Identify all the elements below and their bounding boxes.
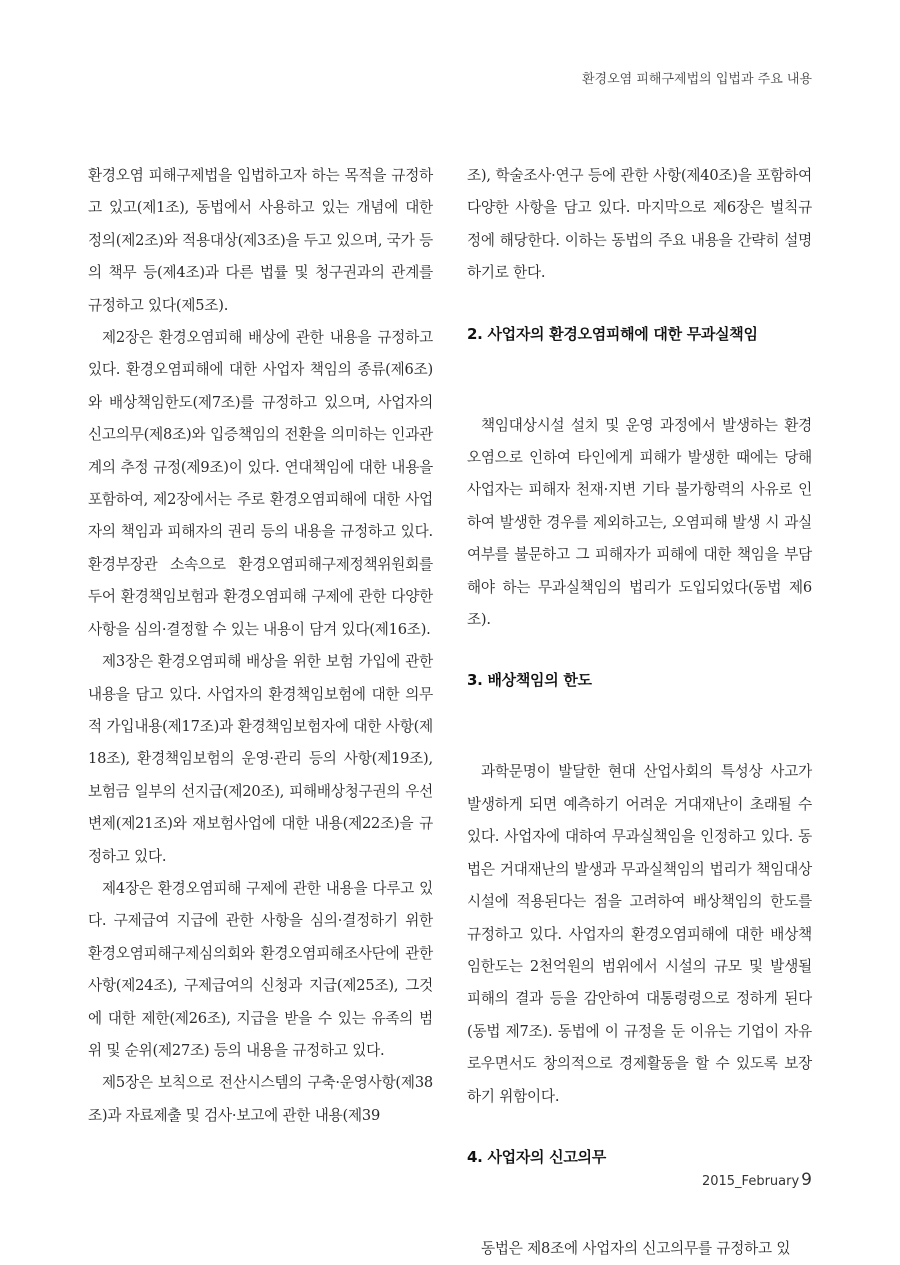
left-column [88, 160, 433, 1132]
section-heading: 3. 배상책임의 한도 [467, 671, 592, 690]
body-paragraph: 제4장은 환경오염피해 구제에 관한 내용을 다루고 있다. 구제급여 지급에 관한 사항을 심의·결정하기 위한 환경오염피해구제심의회와 환경오염피해조사단에 관한 사항(제24조), 구제급여의 신청과 지급(제25조), 그것에 대한 제한(제26조), 지급을 받을 수 있는 유족의 범위 및 순위(제27조) 등의 내용을 규정하고 있다. [88, 879, 433, 1059]
section-heading: 2. 사업자의 환경오염피해에 대한 무과실책임 [467, 324, 758, 343]
page-number: 9 [801, 1170, 812, 1190]
body-paragraph: 제2장은 환경오염피해 배상에 관한 내용을 규정하고 있다. 환경오염피해에 대한 사업자 책임의 종류(제6조)와 배상책임한도(제7조)를 규정하고 있으며, 사업자의 신고의무(제8조)와 입증책임의 전환을 의미하는 인과관계의 추정 규정(제9조)이 있다. 연대책임에 대한 내용을 포함하여, 제2장에서는 주로 환경오염피해에 대한 사업자의 책임과 피해자의 권리 등의 내용을 규정하고 있다. 환경부장관 소속으로 환경오염피해구제정책위원회를 두어 환경책임보험과 환경오염피해 구제에 관한 다양한 사항을 심의·결정할 수 있는 내용이 담겨 있다(제16조). [88, 329, 433, 638]
body-paragraph: 환경오염 피해구제법을 입법하고자 하는 목적을 규정하고 있고(제1조), 동법에서 사용하고 있는 개념에 대한 정의(제2조)와 적용대상(제3조)을 두고 있으며, 국가 등의 책무 등(제4조)과 다른 법률 및 청구권과의 관계를 규정하고 있다(제5조). [88, 167, 433, 314]
body-paragraph: 제5장은 보칙으로 전산시스템의 구축·운영사항(제38조)과 자료제출 및 검사·보고에 관한 내용(제39 [88, 1074, 433, 1124]
issue-label: 2015_February [701, 1174, 800, 1189]
section-heading: 4. 사업자의 신고의무 [467, 1147, 606, 1166]
running-head: 환경오염 피해구제법의 입법과 주요 내용 [581, 72, 812, 87]
right-column [467, 160, 812, 1265]
body-paragraph: 조), 학술조사·연구 등에 관한 사항(제40조)을 포함하여 다양한 사항을 담고 있다. 마지막으로 제6장은 벌칙규정에 해당한다. 이하는 동법의 주요 내용을 간략히 설명하기로 한다. [467, 167, 812, 282]
page-footer [702, 1170, 812, 1190]
body-paragraph: 과학문명이 발달한 현대 산업사회의 특성상 사고가 발생하게 되면 예측하기 어려운 거대재난이 초래될 수 있다. 사업자에 대하여 무과실책임을 인정하고 있다. 동 법은 거대재난의 발생과 무과실책임의 법리가 책임대상시설에 적용된다는 점을 고려하여 배상책임의 한도를 규정하고 있다. 사업자의 환경오염피해에 대한 배상책임한도는 2천억원의 범위에서 시설의 규모 및 발생될 피해의 결과 등을 감안하여 대통령령으로 정하게 된다(동법 제7조). 동법에 이 규정을 둔 이유는 기업이 자유로우면서도 창의적으로 경제활동을 할 수 있도록 보장하기 위함이다. [467, 763, 812, 1105]
body-paragraph: 동법은 제8조에 사업자의 신고의무를 규정하고 있 [481, 1239, 791, 1257]
body-paragraph: 제3장은 환경오염피해 배상을 위한 보험 가입에 관한 내용을 담고 있다. 사업자의 환경책임보험에 대한 의무적 가입내용(제17조)과 환경책임보험자에 대한 사항(제18조), 환경책임보험의 운영·관리 등의 사항(제19조), 보험금 일부의 선지급(제20조), 피해배상청구권의 우선 변제(제21조)와 재보험사업에 대한 내용(제22조)을 규정하고 있다. [88, 653, 433, 865]
body-paragraph: 책임대상시설 설치 및 운영 과정에서 발생하는 환경오염으로 인하여 타인에게 피해가 발생한 때에는 당해 사업자는 피해자 천재·지변 기타 불가항력의 사유로 인하여 발생한 경우를 제외하고는, 오염피해 발생 시 과실여부를 불문하고 그 피해자가 피해에 대한 책임을 부담해야 하는 무과실책임의 법리가 도입되었다(동법 제6조). [467, 416, 812, 629]
